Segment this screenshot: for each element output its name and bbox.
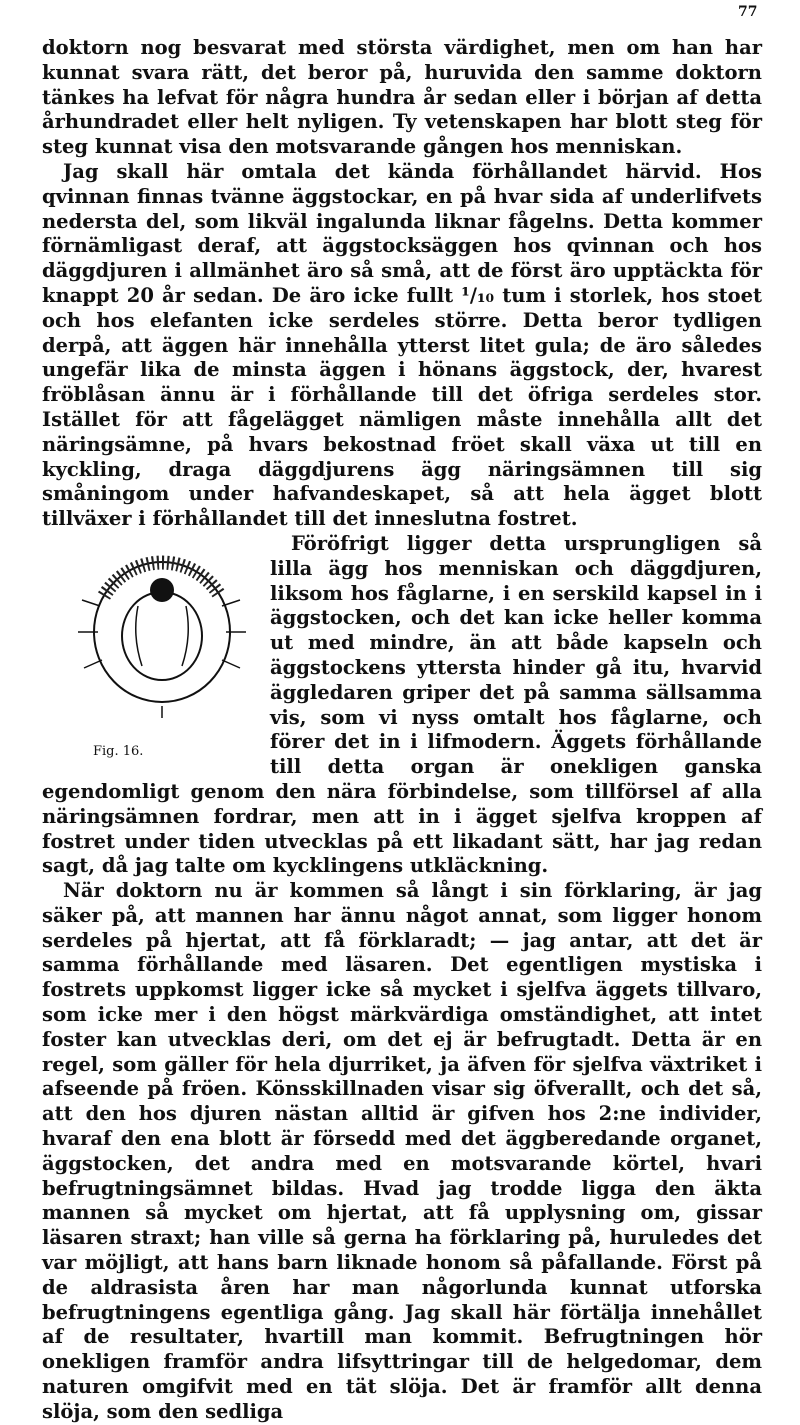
paragraph-3 (42, 532, 762, 879)
paragraph-1: doktorn nog besvarat med största värdighet, men om han har kunnat svara rätt, det beror på, huruvida den samme doktorn tänkes ha lefvat för några hundra år sedan eller i början af detta århundradet eller helt nyligen. Ty vetenskapen har blott steg för steg kunnat visa den motsvarande gången hos menniskan. (42, 36, 762, 159)
paragraph-4: När doktorn nu är kommen så långt i sin förklaring, är jag säker på, att mannen har ännu något annat, som ligger honom serdeles på hjertat, att få förklaradt; — jag antar, att det är samma förhållande med läsaren. Det egentligen mystiska i fostrets uppkomst ligger icke så mycket i sjelfva äggets tillvaro, som icke mer i den högst märkvärdiga omständighet, att intet foster kan utvecklas deri, om det ej är befrugtadt. Detta är en regel, som gäller för hela djurriket, ja äfven för sjelfva växtriket i afseende på fröen. Könsskillnaden visar sig öfverallt, och det så, att den hos djuren nästan alltid är gifven hos 2:ne individer, hvaraf den ena blott är försedd med det äggberedande organet, äggstocken, det andra med en motsvarande körtel, hvari befrugtningsämnet bildas. Hvad jag trodde ligga den äkta mannen så mycket om hjertat, att få upplysning om, gissar läsaren straxt; han ville så gerna ha förklaring på, huruledes det var möjligt, att hans barn liknade honom så påfallande. Först på de aldrasista åren har man någorlunda kunnat utforska befrugtningens egentliga gång. Jag skall här förtälja innehållet af de resultater, hvartill man kommit. Befrugtningen hör onekligen framför andra lifsyttringar till de helgedomar, dem naturen omgifvit med en tät slöja. Det är framför allt denna slöja, som den sedliga (42, 879, 762, 1423)
figure-caption: Fig. 16. (93, 743, 144, 759)
figure-16 (42, 536, 260, 766)
page-number: 77 (738, 4, 758, 20)
body-text (42, 36, 762, 1425)
paragraph-2: Jag skall här omtala det kända förhållandet härvid. Hos qvinnan finnas tvänne äggstockar, en på hvar sida af underlifvets nedersta del, som likväl ingalunda liknar fågelns. Detta kommer förnämligast deraf, att äggstocksäggen hos qvinnan och hos däggdjuren i allmänhet äro så små, att de först äro upptäckta för knappt 20 år sedan. De äro icke fullt ¹/₁₀ tum i storlek, hos stoet och hos elefanten icke serdeles större. Detta beror tydligen derpå, att äggen här innehålla ytterst litet gula; de äro således ungefär lika de minsta äggen i hönans äggstock, der, hvarest fröblåsan ännu är i förhållande till det öfriga serdeles stor. Istället för att fågelägget nämligen måste innehålla allt det näringsämne, på hvars bekostnad fröet skall växa ut till en kyckling, draga däggdjurens ägg näringsämnen till sig småningom under hafvandeskapet, så att hela ägget blott tillväxer i förhållandet till det inneslutna fostret. (42, 159, 762, 531)
egg-illustration (42, 536, 260, 736)
paragraph-3-text: Föröfrigt ligger detta ursprungligen så lilla ägg hos menniskan och däggdjuren, liksom hos fåglarne, i en serskild kapsel in i äggstocken, och det kan icke heller komma ut med mindre, än att både kapseln och äggstockens yttersta hinder gå itu, hvarvid äggledaren griper det på samma sällsamma vis, som vi nyss omtalt hos fåglarne, och förer det in i lifmodern. Äggets förhållande till detta organ är onekligen ganska egendomligt genom den nära förbindelse, som tillförsel af alla näringsämnen fordrar, men att in i ägget sjelfva kroppen af fostret under tiden utvecklas på ett likadant sätt, har jag redan sagt, då jag talte om kycklingens utkläckning. (42, 531, 762, 878)
